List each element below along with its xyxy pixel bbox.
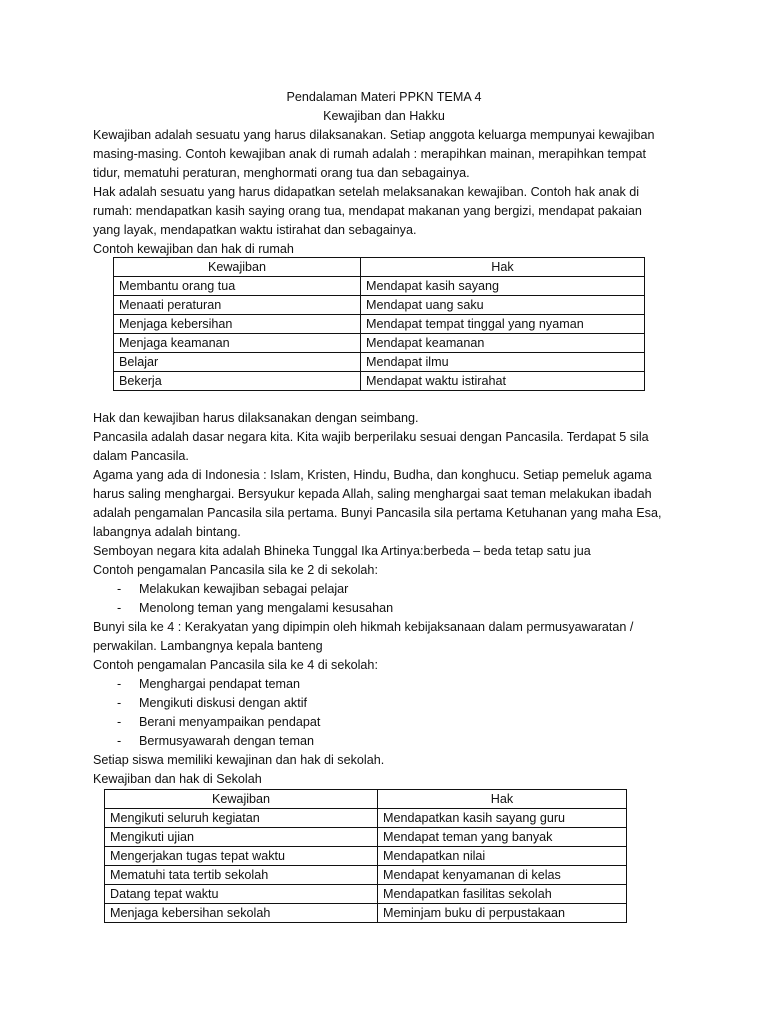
- bullet-item: [117, 732, 314, 751]
- table-header-row: [105, 790, 627, 809]
- bullet-text: Menolong teman yang mengalami kesusahan: [139, 601, 394, 615]
- bullet-item: [117, 599, 393, 618]
- text-line: labangnya adalah bintang.: [93, 525, 241, 539]
- text-line: tidur, mematuhi peraturan, menghormati orang tua dan sebagainya.: [93, 166, 470, 180]
- text-line: Setiap siswa memiliki kewajinan dan hak di sekolah.: [93, 753, 385, 767]
- table-row: [105, 847, 627, 866]
- table-cell: Mendapatkan nilai: [378, 847, 627, 866]
- text-line: Bunyi sila ke 4 : Kerakyatan yang dipimpin oleh hikmah kebijaksanaan dalam permusyawaratan /: [93, 620, 634, 634]
- text-line: yang layak, mendapatkan waktu istirahat dan sebagainya.: [93, 223, 417, 237]
- table-row: [114, 315, 645, 334]
- table-cell: Mendapat waktu istirahat: [361, 372, 645, 391]
- dash-marker: -: [117, 715, 122, 729]
- text-line: rumah: mendapatkan kasih saying orang tua, mendapat makanan yang bergizi, mendapat pakaian: [93, 204, 642, 218]
- sila-4-paragraph: [93, 618, 673, 675]
- text-line: Kewajiban adalah sesuatu yang harus dilaksanakan. Setiap anggota keluarga mempunyai kewajiban: [93, 128, 655, 142]
- document-title: Pendalaman Materi PPKN TEMA 4: [286, 90, 482, 104]
- text-line: Contoh pengamalan Pancasila sila ke 4 di sekolah:: [93, 658, 378, 672]
- table-cell: Menaati peraturan: [114, 296, 361, 315]
- document-subtitle: Kewajiban dan Hakku: [323, 109, 445, 123]
- dash-marker: -: [117, 677, 122, 691]
- table-cell: Datang tepat waktu: [105, 885, 378, 904]
- dash-marker: -: [117, 601, 122, 615]
- text-line: masing-masing. Contoh kewajiban anak di rumah adalah : merapihkan mainan, merapihkan tempat: [93, 147, 647, 161]
- column-header: Kewajiban: [105, 790, 378, 809]
- dash-marker: -: [117, 696, 122, 710]
- table-row: [114, 296, 645, 315]
- text-line: perwakilan. Lambangnya kepala banteng: [93, 639, 323, 653]
- table-cell: Mendapat keamanan: [361, 334, 645, 353]
- table-cell: Mematuhi tata tertib sekolah: [105, 866, 378, 885]
- school-duties-table: [104, 789, 627, 923]
- bullet-text: Mengikuti diskusi dengan aktif: [139, 696, 308, 710]
- text-line: Semboyan negara kita adalah Bhineka Tunggal Ika Artinya:berbeda – beda tetap satu jua: [93, 544, 591, 558]
- table-caption: Contoh kewajiban dan hak di rumah: [93, 242, 294, 256]
- table-cell: Membantu orang tua: [114, 277, 361, 296]
- text-line: Pancasila adalah dasar negara kita. Kita wajib berperilaku sesuai dengan Pancasila. Terdapat 5 sila: [93, 430, 649, 444]
- table-cell: Mengikuti seluruh kegiatan: [105, 809, 378, 828]
- bullet-text: Melakukan kewajiban sebagai pelajar: [139, 582, 349, 596]
- bullet-item: [117, 694, 307, 713]
- table-row: [105, 904, 627, 923]
- home-duties-table: [113, 257, 645, 391]
- dash-marker: -: [117, 734, 122, 748]
- table-cell: Mendapat ilmu: [361, 353, 645, 372]
- bullet-item: [117, 675, 300, 694]
- school-paragraph: [93, 751, 673, 789]
- table-cell: Mendapat uang saku: [361, 296, 645, 315]
- table-row: [105, 866, 627, 885]
- table-cell: Menjaga kebersihan sekolah: [105, 904, 378, 923]
- bullet-text: Menghargai pendapat teman: [139, 677, 301, 691]
- table-cell: Mengikuti ujian: [105, 828, 378, 847]
- dash-marker: -: [117, 582, 122, 596]
- column-header: Hak: [378, 790, 627, 809]
- table-cell: Mendapat teman yang banyak: [378, 828, 627, 847]
- text-line: Agama yang ada di Indonesia : Islam, Kristen, Hindu, Budha, dan konghucu. Setiap pemeluk agama: [93, 468, 652, 482]
- intro-paragraph: [93, 126, 673, 259]
- table-cell: Mendapatkan kasih sayang guru: [378, 809, 627, 828]
- table-cell: Meminjam buku di perpustakaan: [378, 904, 627, 923]
- table-caption: Kewajiban dan hak di Sekolah: [93, 772, 262, 786]
- bullet-item: [117, 713, 320, 732]
- table-row: [105, 885, 627, 904]
- table-cell: Menjaga kebersihan: [114, 315, 361, 334]
- text-line: adalah pengamalan Pancasila sila pertama. Bunyi Pancasila sila pertama Ketuhanan yang maha Esa,: [93, 506, 662, 520]
- table-row: [114, 334, 645, 353]
- table-cell: Belajar: [114, 353, 361, 372]
- bullet-text: Berani menyampaikan pendapat: [139, 715, 321, 729]
- bullet-item: [117, 580, 348, 599]
- table-row: [105, 809, 627, 828]
- column-header: Hak: [361, 258, 645, 277]
- bullet-text: Bermusyawarah dengan teman: [139, 734, 315, 748]
- table-cell: Mendapatkan fasilitas sekolah: [378, 885, 627, 904]
- table-cell: Menjaga keamanan: [114, 334, 361, 353]
- text-line: Hak adalah sesuatu yang harus didapatkan setelah melaksanakan kewajiban. Contoh hak anak di: [93, 185, 640, 199]
- table-cell: Mengerjakan tugas tepat waktu: [105, 847, 378, 866]
- table-row: [114, 277, 645, 296]
- table-row: [114, 372, 645, 391]
- pancasila-paragraph: [93, 409, 673, 580]
- table-row: [105, 828, 627, 847]
- text-line: Hak dan kewajiban harus dilaksanakan dengan seimbang.: [93, 411, 419, 425]
- text-line: harus saling menghargai. Bersyukur kepada Allah, saling menghargai saat teman melakukan ibadah: [93, 487, 652, 501]
- table-cell: Bekerja: [114, 372, 361, 391]
- table-cell: Mendapat kenyamanan di kelas: [378, 866, 627, 885]
- table-cell: Mendapat tempat tinggal yang nyaman: [361, 315, 645, 334]
- table-row: [114, 353, 645, 372]
- table-cell: Mendapat kasih sayang: [361, 277, 645, 296]
- text-line: dalam Pancasila.: [93, 449, 189, 463]
- table-header-row: [114, 258, 645, 277]
- text-line: Contoh pengamalan Pancasila sila ke 2 di sekolah:: [93, 563, 378, 577]
- column-header: Kewajiban: [114, 258, 361, 277]
